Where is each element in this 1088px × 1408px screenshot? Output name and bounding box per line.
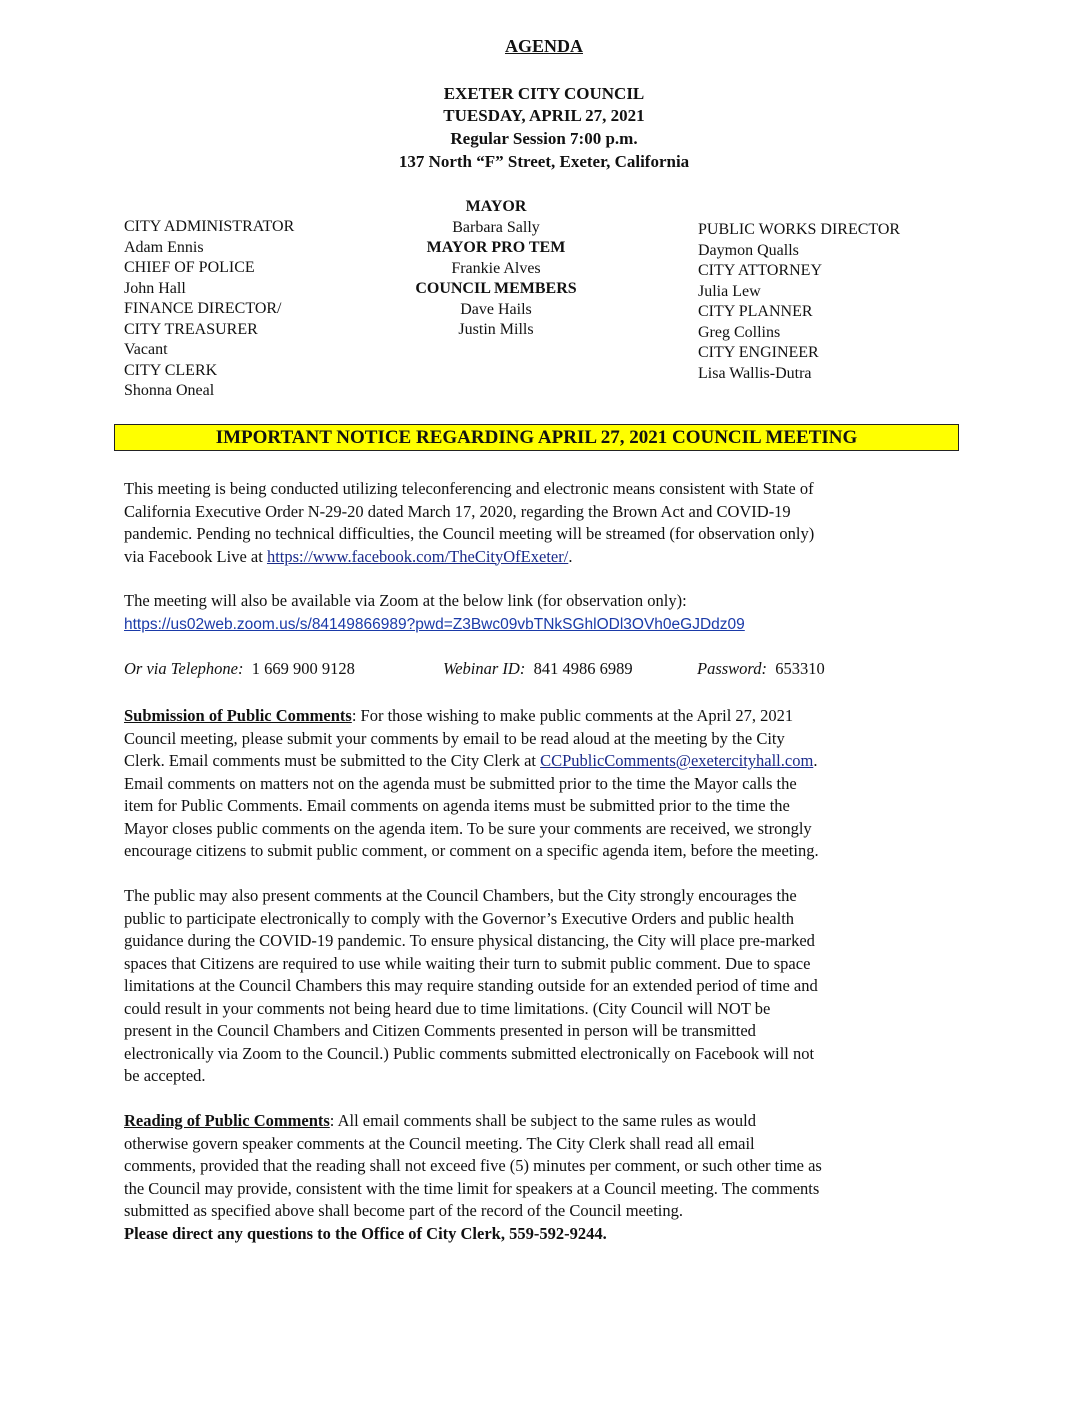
staff-column-right (698, 220, 900, 384)
colon: : (761, 659, 767, 678)
paragraph-line (124, 546, 954, 569)
telephone-number: 1 669 900 9128 (251, 659, 355, 678)
paragraph-line: public to participate electronically to comply with the Governor’s Executive Orders and public health (124, 908, 795, 928)
mayor-title: MAYOR (465, 198, 527, 215)
contact-line: Please direct any questions to the Office of City Clerk, 559-592-9244. (124, 1223, 607, 1243)
staff-line: John Hall (124, 279, 186, 297)
staff-line: CITY PLANNER (698, 303, 813, 320)
paragraph-line: The meeting will also be available via Zoom at the below link (for observation only): (124, 591, 687, 610)
staff-line: Greg Collins (698, 323, 781, 341)
important-notice-banner: IMPORTANT NOTICE REGARDING APRIL 27, 2021 COUNCIL MEETING (114, 424, 959, 451)
staff-line: Lisa Wallis-Dutra (698, 364, 812, 382)
paragraph-line: Mayor closes public comments on the agenda item. To be sure your comments are received, we strongly (124, 818, 812, 838)
staff-line: CITY CLERK (124, 361, 218, 379)
council-members-title: COUNCIL MEMBERS (415, 280, 577, 297)
paragraph-line: Council meeting, please submit your comments by email to be read aloud at the meeting by the City (124, 728, 785, 748)
webinar-label: Webinar ID (443, 659, 520, 678)
meeting-address: 137 North “F” Street, Exeter, California (398, 152, 690, 171)
staff-line: CITY ADMINISTRATOR (124, 218, 295, 235)
public-comments-email-link[interactable]: CCPublicComments@exetercityhall.com (540, 751, 814, 770)
paragraph-text: : All email comments shall be subject to the same rules as would (329, 1111, 756, 1130)
staff-line: Julia Lew (698, 282, 761, 300)
paragraph-line: This meeting is being conducted utilizing teleconferencing and electronic means consistent with State of (124, 479, 814, 498)
paragraph-line: the Council may provide, consistent with the time limit for speakers at a Council meeting. The comments (124, 1178, 820, 1198)
reading-heading: Reading of Public Comments (124, 1111, 330, 1130)
paragraph-line: comments, provided that the reading shall not exceed five (5) minutes per comment, or such other time as (124, 1156, 822, 1175)
paragraph-line (124, 613, 954, 637)
session-time: Regular Session 7:00 p.m. (450, 129, 638, 148)
paragraph-line: encourage citizens to submit public comment, or comment on a specific agenda item, before the meeting. (124, 841, 819, 860)
facebook-live-link[interactable]: https://www.facebook.com/TheCityOfExeter/ (266, 546, 569, 566)
mayor-name: Barbara Sally (452, 218, 540, 236)
reading-paragraph (124, 1110, 954, 1245)
paragraph-line (124, 750, 954, 773)
webinar-id: 841 4986 6989 (533, 659, 633, 678)
colon: : (519, 659, 526, 678)
paragraph-line: submitted as specified above shall become part of the record of the Council meeting. (124, 1201, 683, 1220)
intro-paragraph (124, 478, 954, 568)
telephone-info (124, 659, 355, 679)
council-member-name: Justin Mills (458, 321, 534, 338)
paragraph-text: Clerk. Email comments must be submitted to the City Clerk at (124, 751, 541, 770)
paragraph-text: . (568, 546, 573, 566)
paragraph-line: item for Public Comments. Email comments on agenda items must be submitted prior to the time the (124, 796, 790, 815)
paragraph-line: California Executive Order N-29-20 dated March 17, 2020, regarding the Brown Act and COVID-19 (124, 501, 791, 521)
meeting-date: TUESDAY, APRIL 27, 2021 (443, 106, 645, 125)
paragraph-line (124, 705, 954, 728)
staff-line: CITY ENGINEER (698, 344, 819, 361)
agenda-title: AGENDA (504, 36, 583, 56)
staff-line: PUBLIC WORKS DIRECTOR (698, 221, 901, 238)
password-value: 653310 (775, 659, 825, 678)
paragraph-text: via Facebook Live at (124, 546, 267, 566)
paragraph-line: could result in your comments not being heard due to time limitations. (City Council will NOT be (124, 998, 771, 1018)
webinar-info (443, 659, 633, 679)
staff-line: CITY ATTORNEY (698, 262, 822, 279)
paragraph-line: otherwise govern speaker comments at the Council meeting. The City Clerk shall read all email (124, 1133, 755, 1153)
mayor-pro-tem-name: Frankie Alves (451, 259, 541, 277)
paragraph-line: pandemic. Pending no technical difficulties, the Council meeting will be streamed (for observation only) (124, 524, 815, 543)
paragraph-line: electronically via Zoom to the Council.) Public comments submitted electronically on Facebook will not (124, 1043, 815, 1063)
paragraph-line: The public may also present comments at the Council Chambers, but the City strongly encourages the (124, 886, 797, 905)
paragraph-line (124, 1110, 954, 1133)
paragraph-line: spaces that Citizens are required to use while waiting their turn to submit public comment. Due to space (124, 953, 811, 973)
paragraph-line: be accepted. (124, 1066, 206, 1085)
paragraph-text: : For those wishing to make public comments at the April 27, 2021 (351, 706, 794, 725)
colon: : (237, 659, 244, 678)
zoom-paragraph (124, 590, 954, 636)
chambers-paragraph (124, 885, 954, 1088)
paragraph-text: . (813, 751, 818, 770)
staff-line: Shonna Oneal (124, 382, 215, 399)
telephone-label: Or via Telephone (124, 659, 238, 678)
staff-line: CITY TREASURER (124, 320, 258, 338)
paragraph-line: guidance during the COVID-19 pandemic. To ensure physical distancing, the City will place pre-marked (124, 931, 815, 950)
submission-paragraph (124, 705, 954, 863)
paragraph-line: limitations at the Council Chambers this may require standing outside for an extended period of time and (124, 976, 818, 995)
submission-heading: Submission of Public Comments (124, 706, 352, 725)
zoom-link[interactable]: https://us02web.zoom.us/s/84149866989?pwd=Z3Bwc09vbTNkSGhlODl3OVh0eGJDdz09 (124, 615, 745, 633)
staff-line: Vacant (124, 341, 168, 358)
staff-line: Adam Ennis (124, 238, 204, 256)
staff-line: Daymon Qualls (698, 241, 799, 259)
password-info (697, 659, 825, 679)
staff-line: CHIEF OF POLICE (124, 259, 255, 276)
mayor-pro-tem-title: MAYOR PRO TEM (426, 239, 566, 256)
paragraph-line: present in the Council Chambers and Citizen Comments presented in person will be transmitted (124, 1021, 756, 1040)
staff-line: FINANCE DIRECTOR/ (124, 300, 282, 317)
council-member-name: Dave Hails (460, 300, 532, 318)
paragraph-line: Email comments on matters not on the agenda must be submitted prior to the time the Mayor calls the (124, 773, 797, 793)
council-name: EXETER CITY COUNCIL (443, 84, 645, 103)
staff-column-left (124, 217, 294, 402)
council-column (386, 197, 606, 341)
password-label: Password (697, 659, 762, 678)
